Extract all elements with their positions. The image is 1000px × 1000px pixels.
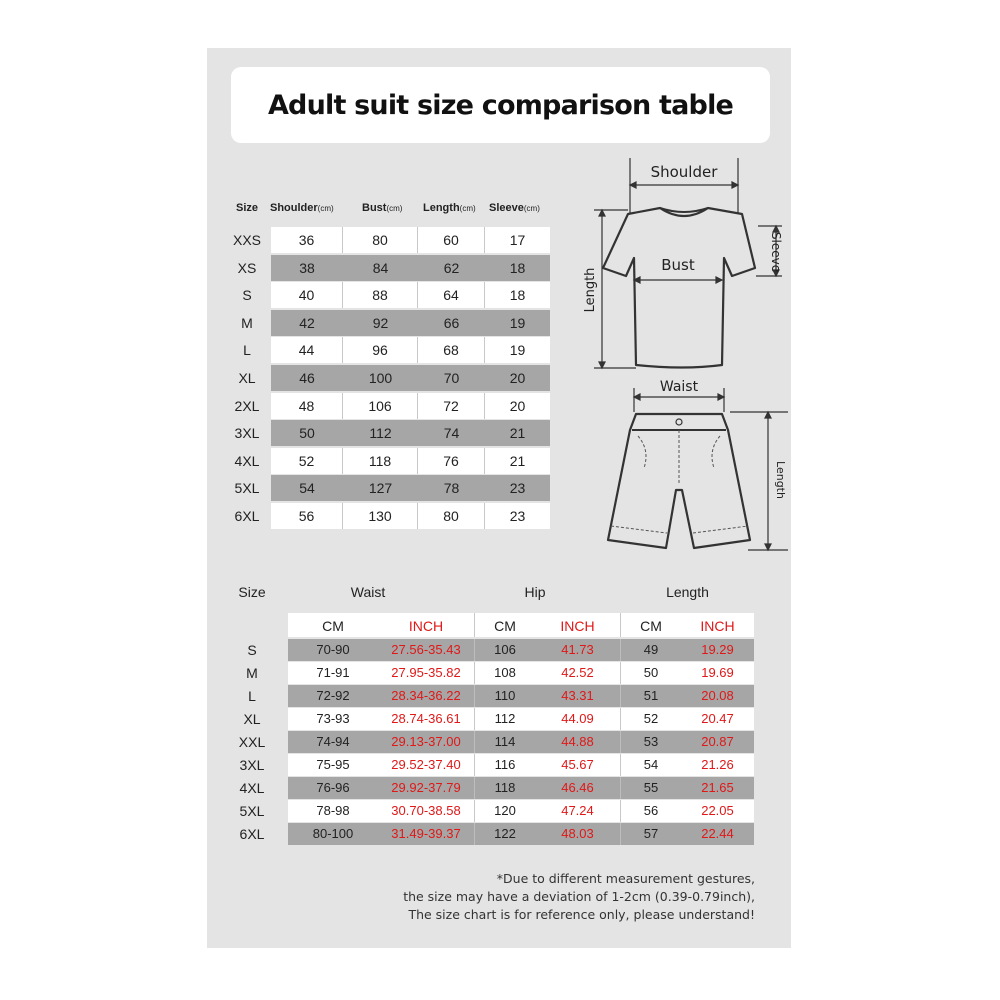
table-row: [288, 708, 754, 730]
table-row: [271, 337, 550, 363]
cell-len-cm: 56: [643, 803, 659, 818]
cell-length: 74: [443, 425, 460, 442]
header-size: Size: [236, 202, 259, 214]
cell-sleeve: 21: [509, 425, 526, 442]
note-line: the size may have a deviation of 1-2cm (0.39-0.79inch),: [403, 889, 755, 904]
header-length-bottom: Length: [666, 584, 709, 600]
cell-hip-inch: 45.67: [535, 754, 621, 776]
cell-length: 60: [418, 227, 485, 253]
label-shirt-length: Length: [583, 267, 598, 313]
cell-length: 80: [418, 503, 485, 529]
cell-hip-cm: 110: [494, 688, 516, 703]
garment-diagram: [570, 150, 790, 560]
unit-inch: INCH: [378, 613, 475, 637]
table-row: [271, 227, 550, 253]
size-label: XL: [243, 711, 261, 727]
cell-hip-cm: 112: [494, 711, 516, 726]
cell-len-cm: 53: [643, 734, 659, 749]
header-shoulder: Shoulder(cm): [270, 202, 334, 214]
cell-bust: 88: [343, 282, 418, 308]
cell-waist-cm: 74-94: [316, 734, 350, 749]
cell-waist-cm: 76-96: [316, 780, 350, 795]
cell-sleeve: 17: [509, 232, 526, 248]
size-label: L: [243, 342, 251, 359]
cell-hip-cm: 118: [494, 780, 516, 795]
cell-len-cm: 55: [643, 780, 659, 795]
table-row: [271, 310, 550, 336]
table-row: [271, 282, 550, 308]
cell-shoulder: 48: [271, 393, 343, 419]
table-row: [288, 800, 754, 822]
cell-hip-inch: 44.09: [535, 708, 621, 730]
cell-shoulder: 42: [299, 314, 315, 331]
cell-bust: 127: [368, 480, 393, 497]
label-waist: Waist: [659, 379, 699, 395]
cell-shoulder: 50: [299, 425, 315, 442]
cell-waist-cm: 70-90: [316, 642, 350, 657]
cell-hip-cm: 106: [494, 642, 516, 657]
cell-bust: 100: [368, 370, 393, 386]
cell-len-cm: 54: [643, 757, 659, 772]
unit-inch: INCH: [535, 613, 621, 637]
cell-hip-cm: 114: [494, 734, 516, 749]
cell-len-cm: 49: [643, 642, 659, 657]
table-row: [271, 448, 550, 474]
table-row: [288, 754, 754, 776]
unit-cm: CM: [322, 618, 344, 634]
cell-hip-cm: 116: [494, 757, 516, 772]
disclaimer-note: [403, 870, 755, 924]
header-waist: Waist: [350, 584, 386, 600]
cell-sleeve: 20: [509, 370, 526, 386]
size-label: 5XL: [234, 480, 260, 497]
cell-hip-inch: 44.88: [535, 731, 621, 753]
label-shoulder: Shoulder: [650, 163, 718, 181]
label-bust: Bust: [661, 256, 695, 274]
cell-len-cm: 57: [643, 826, 659, 841]
cell-hip-inch: 48.03: [535, 823, 621, 845]
size-label: S: [242, 287, 252, 304]
cell-hip-cm: 108: [494, 665, 516, 680]
table-row: [271, 365, 550, 391]
cell-waist-inch: 29.52-37.40: [378, 754, 475, 776]
cell-length: 62: [443, 259, 460, 276]
cell-waist-inch: 28.34-36.22: [378, 685, 475, 707]
cell-sleeve: 23: [509, 480, 526, 497]
table-row: [271, 475, 550, 501]
cell-sleeve: 21: [509, 452, 526, 469]
cell-sleeve: 19: [509, 314, 526, 331]
cell-hip-inch: 42.52: [535, 662, 621, 684]
cell-len-inch: 22.05: [701, 803, 734, 818]
header-hip: Hip: [524, 584, 546, 600]
cell-length: 78: [443, 480, 460, 497]
size-label: XXS: [232, 232, 261, 248]
cell-bust: 118: [343, 448, 418, 474]
cell-len-inch: 21.26: [701, 757, 734, 772]
cell-length: 66: [443, 314, 460, 331]
size-label: XXL: [238, 734, 266, 750]
size-label: 4XL: [239, 780, 265, 796]
cell-hip-inch: 41.73: [535, 639, 621, 661]
cell-sleeve: 23: [509, 508, 526, 524]
table-row: [288, 639, 754, 661]
cell-hip-cm: 122: [494, 826, 516, 841]
cell-waist-inch: 30.70-38.58: [378, 800, 475, 822]
cell-length: 72: [418, 393, 485, 419]
cell-sleeve: 18: [509, 287, 526, 304]
cell-bust: 112: [369, 425, 392, 442]
cell-sleeve: 20: [509, 397, 526, 414]
cell-hip-inch: 43.31: [535, 685, 621, 707]
cell-shoulder: 36: [271, 227, 343, 253]
cell-waist-cm: 78-98: [316, 803, 350, 818]
cell-length: 68: [418, 337, 485, 363]
cell-hip-inch: 47.24: [535, 800, 621, 822]
unit-cm: CM: [494, 618, 516, 634]
size-label: M: [246, 665, 258, 681]
cell-len-inch: 19.29: [701, 642, 734, 657]
cell-waist-inch: 29.13-37.00: [378, 731, 475, 753]
size-label: XL: [238, 370, 256, 386]
note-line: *Due to different measurement gestures,: [496, 871, 755, 886]
table-row: [288, 662, 754, 684]
size-label: 3XL: [234, 425, 260, 442]
cell-bust: 92: [372, 314, 389, 331]
cell-bust: 106: [343, 393, 418, 419]
header-length: Length(cm): [423, 202, 476, 214]
tshirt-icon: [603, 208, 755, 368]
cell-len-inch: 19.69: [701, 665, 734, 680]
size-label: 3XL: [239, 757, 265, 773]
cell-shoulder: 52: [271, 448, 343, 474]
size-label: 6XL: [234, 508, 260, 524]
table-row: [271, 420, 550, 446]
cell-len-cm: 52: [643, 711, 659, 726]
cell-shoulder: 38: [299, 259, 315, 276]
unit-cm: CM: [640, 618, 662, 634]
cell-waist-inch: 31.49-39.37: [378, 823, 475, 845]
cell-shoulder: 54: [299, 480, 315, 497]
unit-inch: INCH: [700, 618, 735, 634]
size-label: M: [241, 314, 253, 331]
cell-bust: 80: [343, 227, 418, 253]
cell-shoulder: 44: [271, 337, 343, 363]
cell-waist-cm: 73-93: [316, 711, 350, 726]
cell-bust: 96: [343, 337, 418, 363]
cell-hip-cm: 120: [494, 803, 516, 818]
cell-len-inch: 22.44: [701, 826, 734, 841]
size-label: 4XL: [234, 452, 260, 469]
table-row: [288, 685, 754, 707]
size-label: XS: [237, 259, 257, 276]
table-row: [271, 393, 550, 419]
cell-waist-inch: 29.92-37.79: [378, 777, 475, 799]
cell-len-inch: 20.87: [701, 734, 734, 749]
cell-shoulder: 40: [271, 282, 343, 308]
unit-header-row: [288, 613, 754, 637]
size-label: L: [248, 688, 256, 704]
cell-length: 76: [418, 448, 485, 474]
header-size-bottom: Size: [238, 584, 266, 600]
cell-length: 64: [418, 282, 485, 308]
cell-waist-cm: 71-91: [316, 665, 350, 680]
cell-hip-inch: 46.46: [535, 777, 621, 799]
cell-waist-cm: 72-92: [316, 688, 350, 703]
table-row: [288, 777, 754, 799]
cell-sleeve: 19: [509, 342, 526, 359]
size-label: 2XL: [234, 397, 260, 414]
cell-bust: 84: [372, 259, 389, 276]
note-line: The size chart is for reference only, please understand!: [408, 907, 755, 922]
header-bust: Bust(cm): [362, 202, 403, 214]
table-row: [271, 255, 550, 281]
cell-waist-inch: 28.74-36.61: [378, 708, 475, 730]
size-label: S: [247, 642, 257, 658]
cell-waist-cm: 75-95: [316, 757, 350, 772]
cell-len-inch: 20.47: [701, 711, 734, 726]
title-banner: [231, 67, 770, 143]
table-row: [288, 731, 754, 753]
cell-len-cm: 50: [643, 665, 659, 680]
label-sleeve: Sleeve: [769, 231, 783, 273]
cell-length: 70: [443, 370, 460, 386]
cell-len-inch: 20.08: [701, 688, 734, 703]
cell-shoulder: 56: [271, 503, 343, 529]
cell-waist-inch: 27.56-35.43: [378, 639, 475, 661]
size-label: 5XL: [239, 803, 265, 819]
page-title: Adult suit size comparison table: [267, 89, 734, 121]
cell-waist-cm: 80-100: [312, 826, 354, 841]
label-shorts-length: Length: [774, 461, 787, 499]
cell-shoulder: 46: [299, 370, 315, 386]
cell-waist-inch: 27.95-35.82: [378, 662, 475, 684]
header-sleeve: Sleeve(cm): [489, 202, 540, 214]
table-row: [288, 823, 754, 845]
cell-len-inch: 21.65: [701, 780, 734, 795]
size-label: 6XL: [239, 826, 265, 842]
cell-len-cm: 51: [643, 688, 659, 703]
table-row: [271, 503, 550, 529]
cell-sleeve: 18: [509, 259, 526, 276]
cell-bust: 130: [343, 503, 418, 529]
